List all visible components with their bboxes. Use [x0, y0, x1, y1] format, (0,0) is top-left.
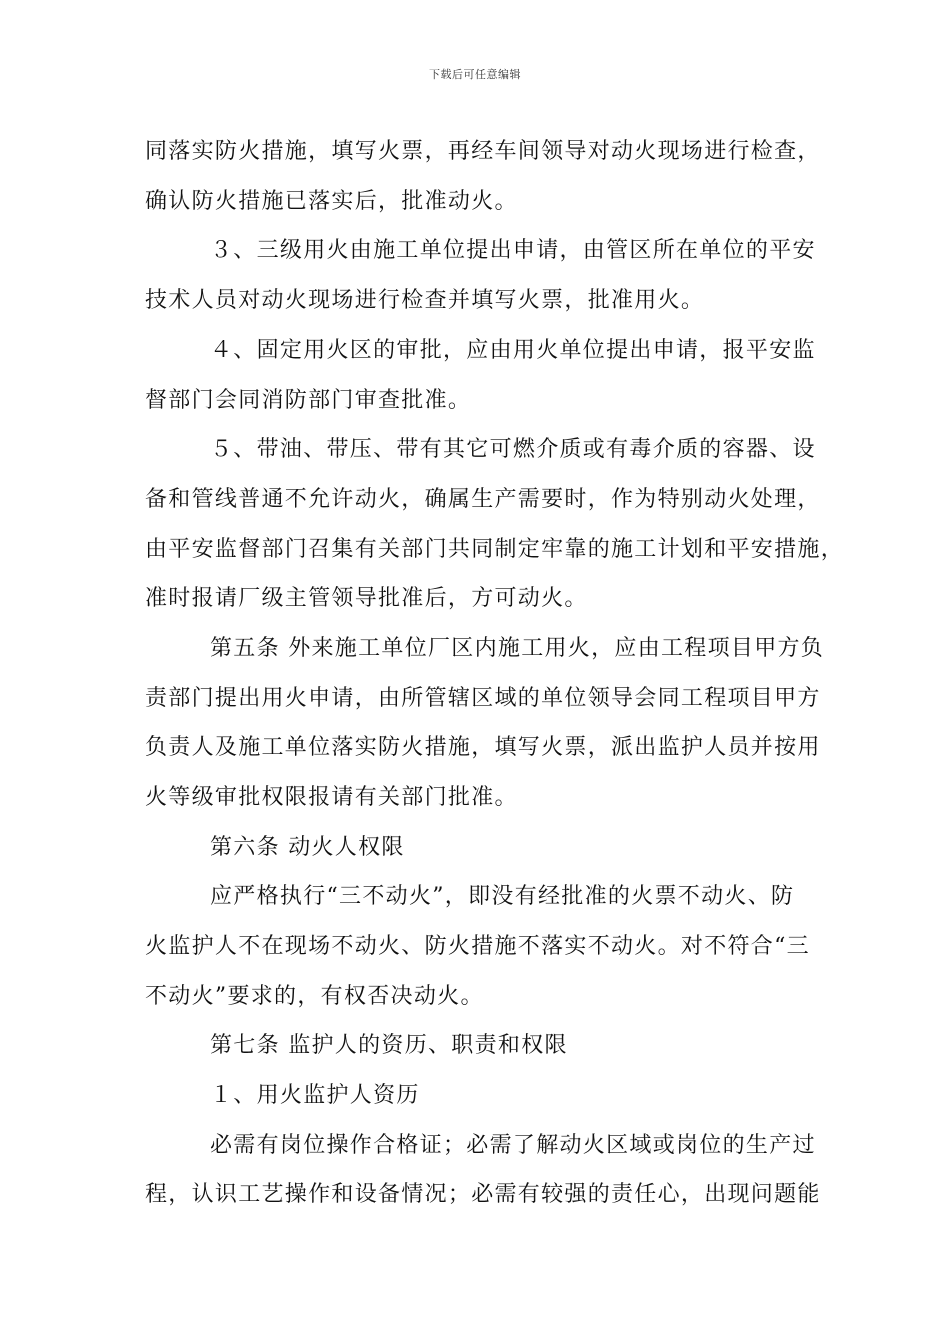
text-line: 备和管线普通不允许动火，确属生产需要时，作为特别动火处理，: [145, 487, 821, 512]
text-line: ３、三级用火由施工单位提出申请，由管区所在单位的平安: [210, 238, 816, 263]
text-line: 第七条 监护人的资历、职责和权限: [210, 1033, 568, 1058]
text-line: 应严格执行“三不动火”，即没有经批准的火票不动火、防: [210, 884, 795, 909]
text-line: 确认防火措施已落实后，批准动火。: [145, 189, 518, 214]
text-line: 第五条 外来施工单位厂区内施工用火，应由工程项目甲方负: [210, 636, 825, 661]
text-line: 同落实防火措施，填写火票，再经车间领导对动火现场进行检查，: [145, 139, 821, 164]
text-line: １、用火监护人资历: [210, 1083, 420, 1108]
text-line: 火监护人不在现场不动火、防火措施不落实不动火。对不符合“三: [145, 934, 810, 959]
text-line: ５、带油、带压、带有其它可燃介质或有毒介质的容器、设: [210, 437, 816, 462]
text-line: 必需有岗位操作合格证；必需了解动火区域或岗位的生产过: [210, 1133, 816, 1158]
text-line: 程，认识工艺操作和设备情况；必需有较强的责任心，出现问题能: [145, 1182, 821, 1207]
text-line: ４、固定用火区的审批，应由用火单位提出申请，报平安监: [210, 338, 816, 363]
text-line: 负责人及施工单位落实防火措施，填写火票，派出监护人员并按用: [145, 735, 821, 760]
text-line: 技术人员对动火现场进行检查并填写火票，批准用火。: [145, 288, 705, 313]
text-line: 由平安监督部门召集有关部门共同制定牢靠的施工计划和平安措施，: [145, 537, 845, 562]
text-line: 准时报请厂级主管领导批准后，方可动火。: [145, 586, 588, 611]
text-line: 第六条 动火人权限: [210, 835, 405, 860]
text-line: 火等级审批权限报请有关部门批准。: [145, 785, 518, 810]
text-line: 责部门提出用火申请，由所管辖区域的单位领导会同工程项目甲方: [145, 686, 821, 711]
text-line: 不动火”要求的，有权否决动火。: [145, 984, 484, 1009]
page-header: 下载后可任意编辑: [429, 68, 521, 81]
text-line: 督部门会同消防部门审查批准。: [145, 388, 472, 413]
